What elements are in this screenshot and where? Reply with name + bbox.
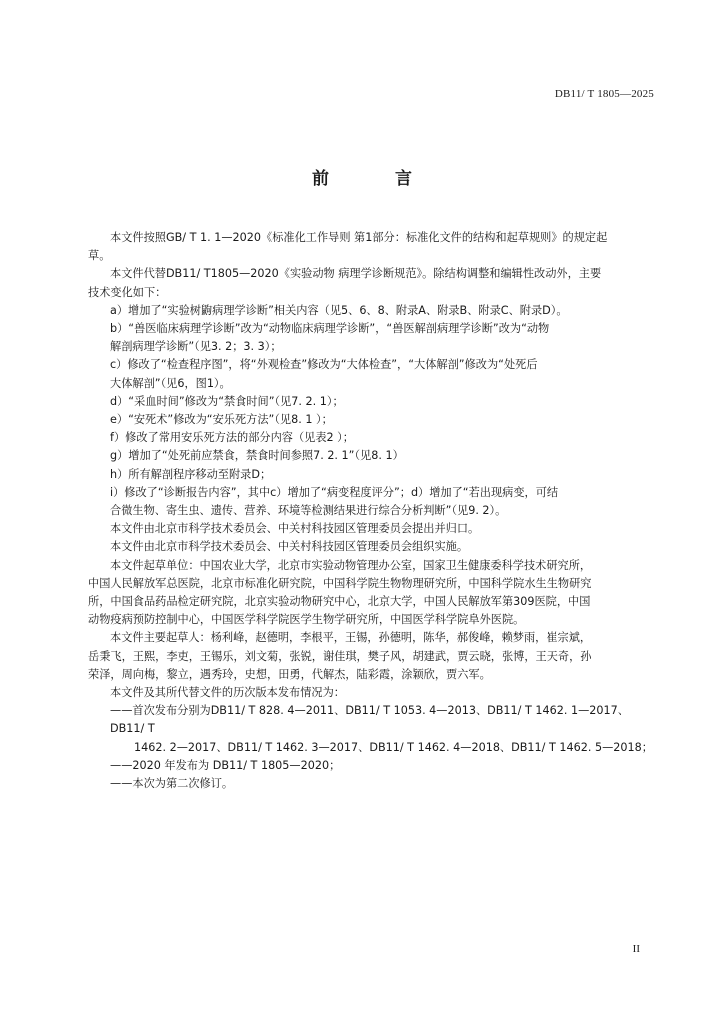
change-item-c-cont: 大体解剖”（见6，图1）。: [110, 376, 231, 390]
change-item-c: c）修改了“检查程序图”，将“外观检查”修改为“大体检查”，“大体解剖”修改为“处死后: [110, 358, 538, 372]
change-item-f: f）修改了常用安乐死方法的部分内容（见表2 ）；: [110, 431, 354, 445]
paragraph-line: 草。: [88, 249, 111, 263]
change-item-i: i）修改了“诊断报告内容”，其中c）增加了“病变程度评分”；d）增加了“若出现病变，可结: [110, 485, 559, 499]
drafters-cont: 岳秉飞，王熙，李吏，王锡乐，刘文菊，张锐，谢佳琪，樊子风，胡建武，贾云晓，张博，王天奇，孙: [88, 649, 592, 663]
history-item: ——本次为第二次修订。: [110, 777, 234, 791]
standard-number: DB11/ T 1805—2025: [554, 88, 654, 100]
change-item-b-cont: 解剖病理学诊断”（见3. 2；3. 3）；: [110, 340, 282, 354]
page-title: 前 言: [312, 169, 442, 189]
drafters: 本文件主要起草人：杨利峰，赵德明，李根平，王锡，孙德明，陈华，郝俊峰，赖梦雨，崔宗斌，: [110, 631, 592, 645]
change-item-i-cont: 合微生物、寄生虫、遗传、营养、环境等检测结果进行综合分析判断”（见9. 2）。: [110, 504, 507, 518]
change-item-h: h）所有解剖程序移动至附录D；: [110, 467, 272, 481]
paragraph-line: 本文件按照GB/ T 1. 1—2020《标准化工作导则 第1部分：标准化文件的结构和起草规则》的规定起: [110, 231, 608, 244]
drafting-units-cont: 所，中国食品药品检定研究院，北京实验动物研究中心，北京大学，中国人民解放军第309医院，中国: [88, 595, 591, 609]
history-intro: 本文件及其所代替文件的历次版本发布情况为：: [110, 686, 345, 700]
history-item: ——2020 年发布为 DB11/ T 1805—2020；: [110, 758, 341, 772]
change-item-e: e）“安死术”修改为“安乐死方法”（见8. 1 ）；: [110, 413, 333, 427]
change-item-b: b）“兽医临床病理学诊断”改为“动物临床病理学诊断”，“兽医解剖病理学诊断”改为“动物: [110, 322, 550, 336]
change-item-a: a）增加了“实验树鼩病理学诊断”相关内容（见5、6、8、附录A、附录B、附录C、附录D）。: [110, 303, 568, 317]
paragraph-line: 本文件代替DB11/ T1805—2020《实验动物 病理学诊断规范》。除结构调整和编辑性改动外，主要: [110, 267, 602, 281]
paragraph-line: 本文件由北京市科学技术委员会、中关村科技园区管理委员会提出并归口。: [110, 522, 480, 536]
history-item: ——首次发布分别为DB11/ T 828. 4—2011、DB11/ T 1053. 4—2013、DB11/ T 1462. 1—2017、DB11/ T: [110, 704, 629, 736]
drafting-units-cont: 动物疫病预防控制中心，中国医学科学院医学生物学研究所，中国医学科学院阜外医院。: [88, 613, 525, 627]
paragraph-line: 技术变化如下：: [88, 285, 167, 299]
foreword-body: [88, 229, 660, 793]
page-number: II: [632, 943, 640, 955]
history-item-cont: 1462. 2—2017、DB11/ T 1462. 3—2017、DB11/ T 1462. 4—2018、DB11/ T 1462. 5—2018；: [134, 740, 653, 754]
drafters-cont: 荣泽，周向梅，黎立，遇秀玲，史想，田勇，代解杰，陆彩霞，涂颖欣，贾六军。: [88, 667, 491, 681]
drafting-units-cont: 中国人民解放军总医院，北京市标准化研究院，中国科学院生物物理研究所，中国科学院水生生物研究: [88, 576, 592, 590]
change-item-g: g）增加了“处死前应禁食，禁食时间参照7. 2. 1”（见8. 1）: [110, 449, 404, 463]
paragraph-line: 本文件由北京市科学技术委员会、中关村科技园区管理委员会组织实施。: [110, 540, 469, 554]
change-item-d: d）“采血时间”修改为“禁食时间”（见7. 2. 1）；: [110, 394, 344, 408]
drafting-units: 本文件起草单位：中国农业大学，北京市实验动物管理办公室，国家卫生健康委科学技术研究所，: [110, 558, 592, 572]
